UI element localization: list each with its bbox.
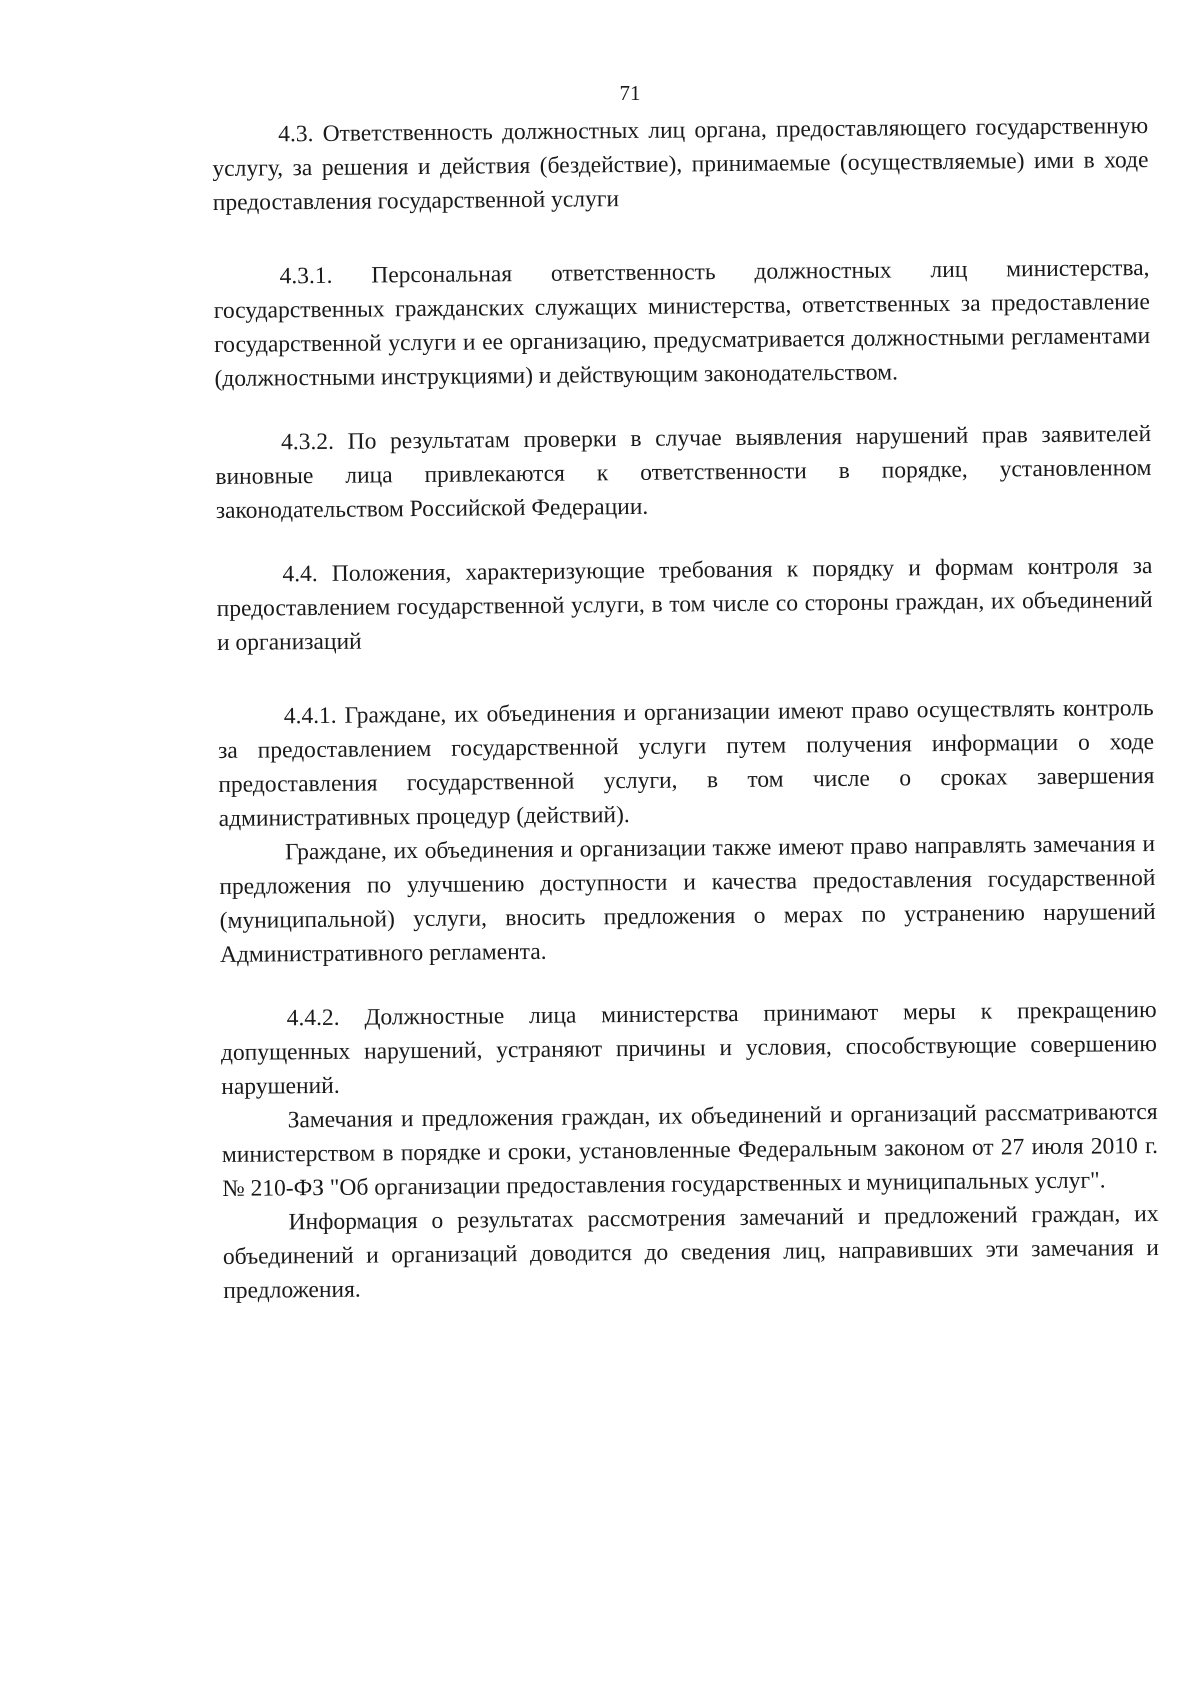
page-number: 71 (619, 81, 641, 105)
section-4-4-2-continuation: Замечания и предложения граждан, их объединений и организаций рассматриваются министерством в порядке и сроки, установленные Федеральным законом от 27 июля 2010 г. № 210-ФЗ "Об организации предоставления государственных и муниципальных услуг". (221, 1098, 1159, 1202)
section-4-4-heading: 4.4. Положения, характеризующие требования к порядку и формам контроля за предоставлением государственной услуги, в том числе со стороны граждан, их объединений и организаций (216, 552, 1153, 656)
section-4-3-1-paragraph: 4.3.1. Персональная ответственность должностных лиц министерства, государственных гражданских служащих министерства, ответственных за предоставление государственной услуги и ее организацию, предусматривается должностными регламентами (должностными инструкциями) и действующим законодательством. (213, 255, 1151, 392)
section-4-3-heading: 4.3. Ответственность должностных лиц органа, предоставляющего государственную услугу, за решения и действия (бездействие), принимаемые (осуществляемые) ими в ходе предоставления государственной услуги (212, 113, 1149, 216)
section-4-3-2-paragraph: 4.3.2. По результатам проверки в случае выявления нарушений прав заявителей виновные лица привлекаются к ответственности в порядке, установленном законодательством Российской Федерации. (215, 421, 1152, 524)
section-4-4-1-paragraph: 4.4.1. Граждане, их объединения и организации имеют право осуществлять контроль за предоставлением государственной услуги путем получения информации о ходе предоставления государственной услуги, в том числе о сроках завершения административных процедур (действий). (217, 694, 1155, 832)
section-4-4-2-information: Информация о результатах рассмотрения замечаний и предложений граждан, их объединений и организаций доводится до сведения лиц, направивших эти замечания и предложения. (222, 1200, 1160, 1304)
document-body (212, 109, 1159, 1308)
section-4-4-1-continuation: Граждане, их объединения и организации также имеют право направлять замечания и предложения по улучшению доступности и качества предоставления государственной (муниципальной) услуги, вносить предложения о мерах по устранению нарушений Административного регламента. (219, 830, 1156, 968)
section-4-4-2-paragraph: 4.4.2. Должностные лица министерства принимают меры к прекращению допущенных нарушений, устраняют причины и условия, способствующие совершению нарушений. (220, 996, 1158, 1100)
